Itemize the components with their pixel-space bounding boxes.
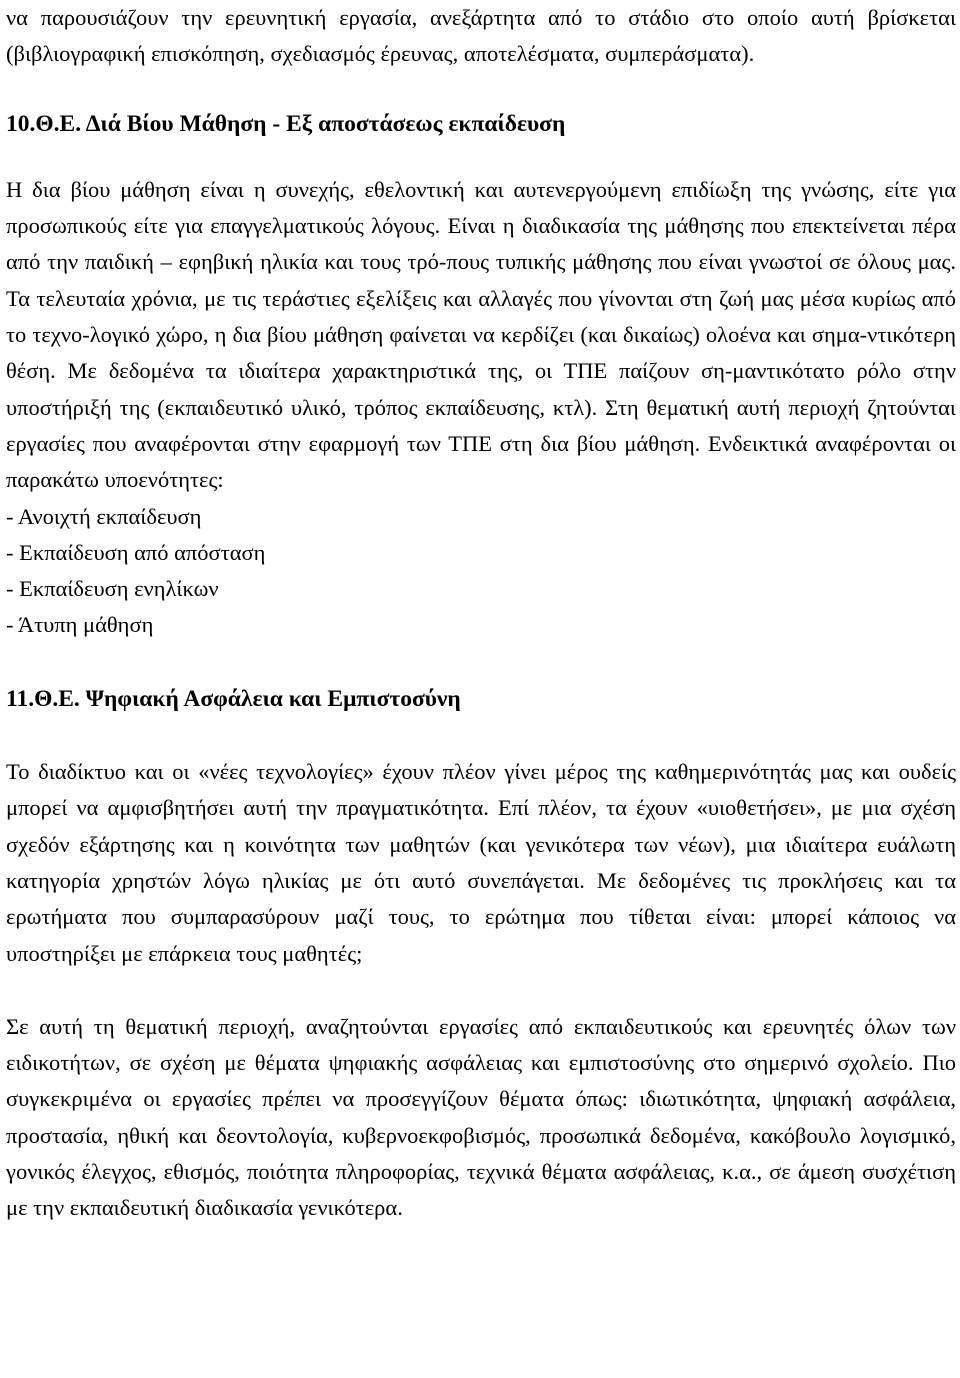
spacer [6, 972, 956, 1009]
section-11-paragraph-2: Σε αυτή τη θεματική περιοχή, αναζητούνται εργασίες από εκπαιδευτικούς και ερευνητές όλων των ειδικοτήτων, σε σχέση με θέματα ψηφιακής ασφάλειας και εμπιστοσύνης στο σημερινό σχολείο. Πιο συγκεκριμένα οι εργασίες πρέπει να προσεγγίζουν θέματα όπως: ιδιωτικότητα, ψηφιακή ασφάλεια, προστασία, ηθική και δεοντολογία, κυβερνοεκφοβισμός, προσωπικά δεδομένα, κακόβουλο λογισμικό, γονικός έλεγχος, εθισμός, ποιότητα πληροφορίας, τεχνικά θέματα ασφάλειας, κ.α., σε άμεση συσχέτιση με την εκπαιδευτική διαδικασία γενικότερα. [6, 1013, 956, 1221]
section-10-topic-list [6, 499, 956, 644]
list-item: - Εκπαίδευση από απόσταση [6, 539, 266, 565]
section-11-title: Ψηφιακή Ασφάλεια και Εμπιστοσύνη [85, 685, 461, 712]
section-10-number: 10.Θ.Ε. [6, 110, 82, 137]
spacer [6, 644, 956, 681]
section-11-number: 11.Θ.Ε. [6, 685, 80, 712]
intro-paragraph: να παρουσιάζουν την ερευνητική εργασία, ανεξάρτητα από το στάδιο στο οποίο αυτή βρίσκεται (βιβλιογραφική επισκόπηση, σχεδιασμός έρευνας, αποτελέσματα, συμπεράσματα). [6, 5, 956, 67]
list-item: - Άτυπη μάθηση [6, 612, 154, 638]
spacer [6, 73, 956, 106]
spacer [6, 142, 956, 172]
section-11-heading [6, 681, 956, 717]
section-11-paragraph-1: Το διαδίκτυο και οι «νέες τεχνολογίες» έχουν πλέον γίνει μέρος της καθημερινότητάς μας και ουδείς μπορεί να αμφισβητήσει αυτή την πραγματικότητα. Επί πλέον, τα έχουν «υιοθετήσει», με μια σχέση σχεδόν εξάρτησης και η κοινότητα των μαθητών (και γενικότερα των νέων), μια ιδιαίτερα ευάλωτη κατηγορία χρηστών λόγω ηλικίας με ότι αυτό συνεπάγεται. Με δεδομένες τις προκλήσεις και τα ερωτήματα που συμπαρασύρουν μαζί τους, το ερώτημα που τίθεται είναι: μπορεί κάποιος να υποστηρίξει με επάρκεια τους μαθητές; [6, 759, 956, 966]
section-10-paragraph: Η δια βίου μάθηση είναι η συνεχής, εθελοντική και αυτενεργούμενη επιδίωξη της γνώσης, είτε για προσωπικούς είτε για επαγγελματικούς λόγους. Είναι η διαδικασία της μάθησης που επεκτείνεται πέρα από την παιδική – εφηβική ηλικία και τους τρό-πους τυπικής μάθησης που είναι γνωστοί σε όλους μας. Τα τελευταία χρόνια, με τις τεράστιες εξελίξεις και αλλαγές που γίνονται στη ζωή μας μέσα κυρίως από το τεχνο-λογικό χώρο, η δια βίου μάθηση φαίνεται να κερδίζει (και δικαίως) ολοένα και σημα-ντικότερη θέση. Με δεδομένα τα ιδιαίτερα χαρακτηριστικά της, οι ΤΠΕ παίζουν ση-μαντικότατο ρόλο στην υποστήριξή της (εκπαιδευτικό υλικό, τρόπος εκπαίδευσης, κτλ). Στη θεματική αυτή περιοχή ζητούνται εργασίες που αναφέρονται στην εφαρμογή των ΤΠΕ στη δια βίου μάθηση. Ενδεικτικά αναφέρονται οι παρακάτω υποενότητες: [6, 176, 956, 493]
list-item: - Εκπαίδευση ενηλίκων [6, 576, 219, 602]
spacer [6, 717, 956, 754]
list-item: - Ανοιχτή εκπαίδευση [6, 503, 202, 529]
section-10-heading [6, 106, 956, 142]
section-10-title: Διά Βίου Μάθηση - Εξ αποστάσεως εκπαίδευση [85, 110, 566, 137]
